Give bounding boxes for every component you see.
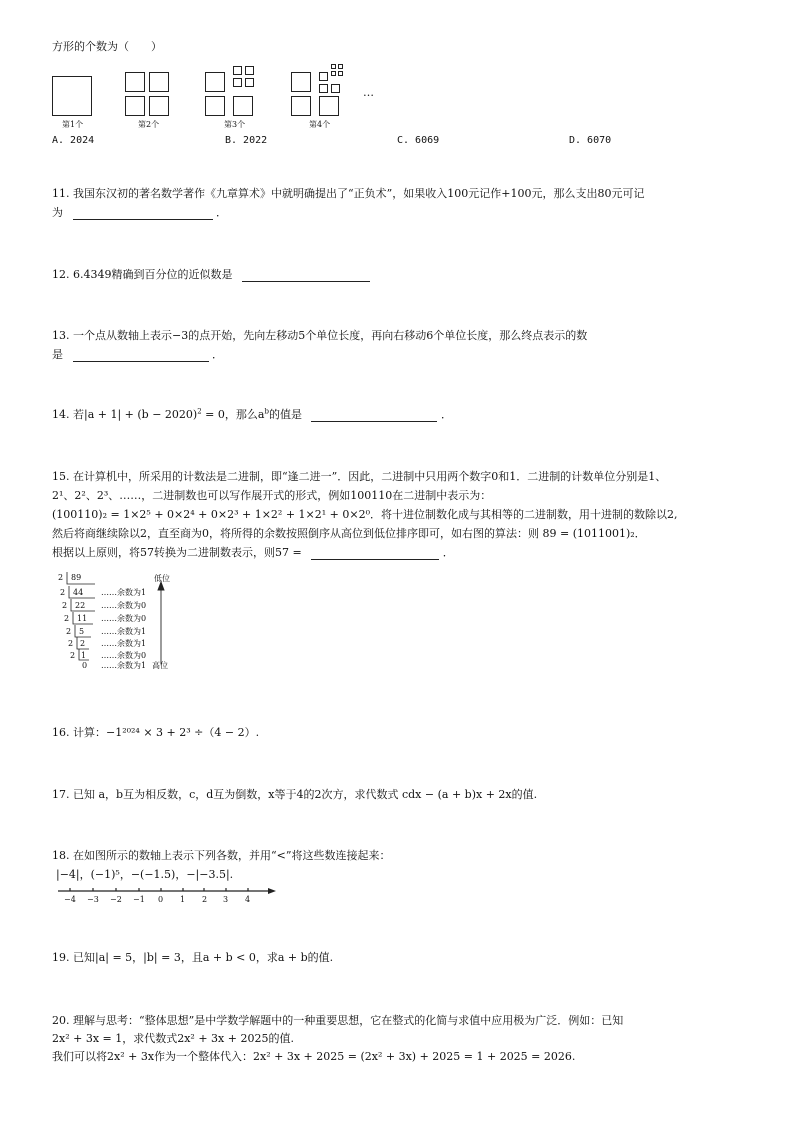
quotient: 5: [79, 627, 85, 636]
quotient: 89: [71, 573, 82, 582]
high-position-label: 高位: [152, 661, 168, 670]
tick-label: 4: [245, 895, 251, 904]
tick-label: −3: [87, 895, 99, 904]
divisor: 2: [60, 588, 66, 597]
divisor: 2: [62, 601, 68, 610]
divisor: 2: [68, 639, 74, 648]
quotient: 0: [82, 661, 88, 670]
question-15-line3: (100110)₂ = 1×2⁵ + 0×2⁴ + 0×2³ + 1×2² + 1×2¹ + 0×2⁰．将十进位制数化成与其相等的二进制数，用十进制的数除以2,: [52, 508, 678, 521]
answer-blank-15[interactable]: [311, 547, 439, 560]
ellipsis: …: [363, 86, 374, 99]
remainder: ……余数为1: [101, 588, 147, 597]
question-20-line1: 20. 理解与思考：“整体思想”是中学数学解题中的一种重要思想，它在整式的化简与求值中应用极为广泛．例如：已知: [52, 1014, 624, 1027]
question-18-line2: |−4|，(−1)⁵，−(−1.5)，−|−3.5|.: [56, 868, 234, 881]
figure-label-3: 第3个: [224, 120, 246, 129]
question-15-line4: 然后将商继续除以2，直至商为0，将所得的余数按照倒序从高位到低位排序即可，如右图的算法：则 89 = (1011001)₂．: [52, 527, 646, 540]
option-b: B. 2022: [225, 135, 268, 146]
question-11-line1: 11. 我国东汉初的著名数学著作《九章算术》中就明确提出了“正负术”，如果收入100元记作+100元，那么支出80元可记: [52, 187, 645, 200]
tick-label: 0: [158, 895, 164, 904]
remainder: ……余数为0: [101, 601, 147, 610]
question-14: 14. 若$|a + 1| + (b - 2020)^2 = 0$，那么$a^b$的值是 ．: [52, 407, 452, 421]
division-lines: [55, 570, 180, 674]
question-19: 19. 已知|a| = 5，|b| = 3，且a + b < 0，求a + b的值.: [52, 951, 334, 964]
divisor: 2: [70, 651, 76, 660]
answer-blank-13[interactable]: [73, 349, 209, 362]
option-d: D. 6070: [569, 135, 612, 146]
remainder: ……余数为1: [101, 661, 147, 670]
question-17: 17. 已知 a，b互为相反数，c，d互为倒数，x等于4的2次方，求代数式 cdx − (a + b)x + 2x的值.: [52, 788, 538, 801]
question-11-line2: 为 ．: [52, 206, 227, 219]
question-20-line2: 2x² + 3x = 1，求代数式2x² + 3x + 2025的值.: [52, 1032, 294, 1045]
tick-label: −4: [64, 895, 76, 904]
option-c: C. 6069: [397, 135, 440, 146]
quotient: 11: [77, 614, 88, 623]
question-12: 12. 6.4349精确到百分位的近似数是: [52, 268, 370, 282]
quotient: 22: [75, 601, 86, 610]
answer-blank-14[interactable]: [311, 409, 437, 422]
remainder: ……余数为1: [101, 627, 147, 636]
divisor: 2: [64, 614, 70, 623]
question-13-line1: 13. 一个点从数轴上表示−3的点开始，先向左移动5个单位长度，再向右移动6个单位长度，那么终点表示的数: [52, 329, 588, 342]
remainder: ……余数为1: [101, 639, 147, 648]
low-position-label: 低位: [154, 574, 170, 583]
figure-label-1: 第1个: [62, 120, 84, 129]
quotient: 44: [73, 588, 84, 597]
remainder: ……余数为0: [101, 651, 147, 660]
option-a: A. 2024: [52, 135, 95, 146]
question-15-line1: 15. 在计算机中，所采用的计数法是二进制，即“逢二进一”．因此，二进制中只用两个数字0和1．二进制的计数单位分别是1、: [52, 470, 667, 483]
square-figure-1: [52, 76, 92, 116]
answer-blank-11[interactable]: [73, 207, 213, 220]
divisor: 2: [58, 573, 64, 582]
tick-label: 3: [223, 895, 229, 904]
q10-tail-text: 方形的个数为（ ）: [52, 40, 162, 53]
quotient: 1: [81, 651, 87, 660]
quotient: 2: [80, 639, 86, 648]
tick-label: 1: [180, 895, 186, 904]
tick-label: −2: [110, 895, 122, 904]
figure-label-4: 第4个: [309, 120, 331, 129]
tick-label: 2: [202, 895, 208, 904]
question-15-line5: 根据以上原则，将57转换为二进制数表示，则57 = ．: [52, 546, 454, 559]
figure-label-2: 第2个: [138, 120, 160, 129]
question-18-line1: 18. 在如图所示的数轴上表示下列各数，并用“<”将这些数连接起来：: [52, 849, 391, 862]
remainder: ……余数为0: [101, 614, 147, 623]
answer-blank-12[interactable]: [242, 269, 370, 282]
divisor: 2: [66, 627, 72, 636]
question-15-line2: 2¹、2²、2³、……，二进制数也可以写作展开式的形式，例如100110在二进制中表示为：: [52, 489, 492, 502]
question-16: 16. 计算：−1²⁰²⁴ × 3 + 2³ ÷（4 − 2）.: [52, 726, 260, 739]
question-20-line3: 我们可以将2x² + 3x作为一个整体代入：2x² + 3x + 2025 = (2x² + 3x) + 2025 = 1 + 2025 = 2026.: [52, 1050, 576, 1063]
question-13-line2: 是 ．: [52, 348, 223, 361]
tick-label: −1: [133, 895, 145, 904]
